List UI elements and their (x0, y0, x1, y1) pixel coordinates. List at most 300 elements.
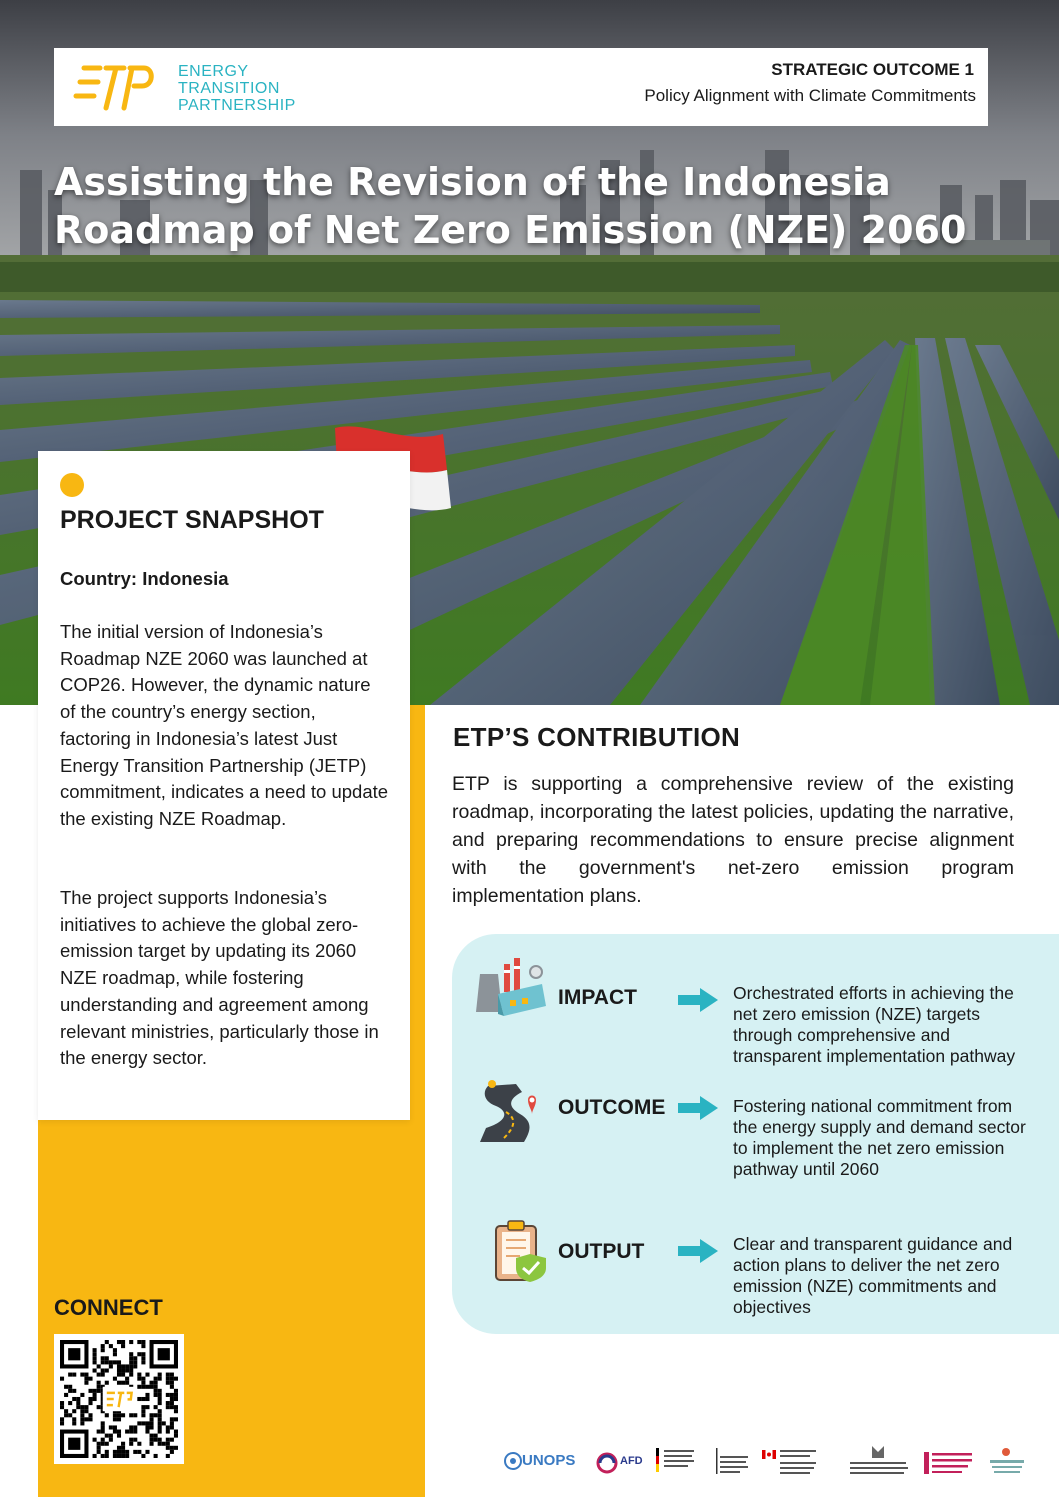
qr-module (158, 1401, 162, 1405)
qr-module (141, 1381, 145, 1385)
qr-module (101, 1425, 105, 1429)
qr-module (97, 1373, 101, 1377)
qr-module (158, 1430, 162, 1434)
qr-module (166, 1430, 170, 1434)
qr-module (154, 1377, 158, 1381)
qr-module (72, 1373, 76, 1377)
qr-module (174, 1389, 178, 1393)
qr-module (125, 1430, 129, 1434)
qr-module (174, 1377, 178, 1381)
qr-module (154, 1405, 158, 1409)
qr-module (166, 1373, 170, 1377)
qr-module (72, 1397, 76, 1401)
qr-module (125, 1381, 129, 1385)
result-row-impact (452, 954, 1059, 1074)
qr-module (129, 1442, 133, 1446)
clipboard-icon (492, 1218, 552, 1284)
qr-module (60, 1421, 64, 1425)
etp-logo-icon (70, 60, 160, 116)
qr-module (141, 1385, 145, 1389)
qr-module (88, 1417, 92, 1421)
results-panel (452, 934, 1059, 1334)
qr-module (150, 1438, 154, 1442)
qr-module (137, 1397, 141, 1401)
qr-module (162, 1442, 166, 1446)
qr-module (84, 1417, 88, 1421)
qr-module (101, 1356, 105, 1360)
qr-module (133, 1413, 137, 1417)
qr-module (113, 1413, 117, 1417)
qr-module (121, 1373, 125, 1377)
qr-module (93, 1397, 97, 1401)
qr-module (109, 1344, 113, 1348)
qr-module (68, 1373, 72, 1377)
qr-finder-pattern (68, 1348, 80, 1360)
qr-module (150, 1442, 154, 1446)
qr-module (166, 1454, 170, 1458)
qr-module (145, 1450, 149, 1454)
qr-module (117, 1360, 121, 1364)
qr-module (141, 1413, 145, 1417)
qr-module (101, 1438, 105, 1442)
qr-module (150, 1413, 154, 1417)
qr-module (121, 1442, 125, 1446)
result-label-output: OUTPUT (558, 1240, 645, 1263)
qr-module (121, 1450, 125, 1454)
germany-logo-icon (656, 1448, 694, 1472)
qr-module (113, 1360, 117, 1364)
qr-module (84, 1409, 88, 1413)
qr-module (174, 1446, 178, 1450)
australia-logo-icon (850, 1446, 908, 1474)
qr-module (117, 1381, 121, 1385)
qr-module (109, 1425, 113, 1429)
qr-module (84, 1405, 88, 1409)
qr-module (170, 1373, 174, 1377)
qr-module (97, 1405, 101, 1409)
other-partner-logos (654, 1444, 1044, 1480)
partner-afd: AFD (620, 1455, 643, 1467)
qr-module (101, 1430, 105, 1434)
qr-module (174, 1393, 178, 1397)
qr-module (129, 1360, 133, 1364)
qr-module (174, 1397, 178, 1401)
qr-module (170, 1381, 174, 1385)
qr-module (93, 1368, 97, 1372)
qr-module (113, 1454, 117, 1458)
qr-module (125, 1450, 129, 1454)
qr-module (141, 1409, 145, 1413)
qr-module (60, 1401, 64, 1405)
qr-module (97, 1430, 101, 1434)
qr-module (121, 1368, 125, 1372)
strategic-outcome-subtitle: Policy Alignment with Climate Commitments (644, 86, 976, 105)
qr-module (129, 1364, 133, 1368)
arrow-right-icon (678, 1096, 718, 1120)
qr-module (170, 1377, 174, 1381)
qr-module (141, 1405, 145, 1409)
connect-title: CONNECT (54, 1295, 163, 1320)
qr-module (117, 1454, 121, 1458)
qr-module (80, 1413, 84, 1417)
arrow-right-icon (678, 988, 718, 1012)
qr-module (158, 1389, 162, 1393)
qr-module (170, 1393, 174, 1397)
qr-module (97, 1446, 101, 1450)
qr-module (105, 1413, 109, 1417)
qr-module (141, 1454, 145, 1458)
qr-module (101, 1373, 105, 1377)
afd-emblem-icon (596, 1452, 618, 1474)
qr-module (158, 1397, 162, 1401)
qr-module (170, 1446, 174, 1450)
qr-module (141, 1397, 145, 1401)
qr-module (129, 1430, 133, 1434)
qr-module (105, 1450, 109, 1454)
qr-module (97, 1381, 101, 1385)
snapshot-country: Country: Indonesia (60, 568, 229, 589)
qr-module (64, 1413, 68, 1417)
qr-module (121, 1381, 125, 1385)
qr-module (117, 1417, 121, 1421)
qr-module (64, 1385, 68, 1389)
qr-module (154, 1385, 158, 1389)
qr-module (97, 1442, 101, 1446)
qr-module (158, 1442, 162, 1446)
qr-module (93, 1454, 97, 1458)
partner-unops: UNOPS (522, 1452, 576, 1469)
arrow-right-icon (678, 1239, 718, 1263)
qr-module (113, 1417, 117, 1421)
qr-module (154, 1381, 158, 1385)
qr-module (141, 1421, 145, 1425)
result-row-output (452, 1214, 1059, 1324)
bullet-dot-icon (60, 473, 84, 497)
qr-module (137, 1421, 141, 1425)
qr-module (97, 1385, 101, 1389)
qr-module (105, 1356, 109, 1360)
qr-module (158, 1421, 162, 1425)
qr-module (60, 1377, 64, 1381)
logo-wordmark (178, 63, 296, 114)
logo-line-2: TRANSITION (178, 80, 280, 97)
qr-code-icon (60, 1340, 178, 1458)
qr-module (105, 1454, 109, 1458)
qr-module (76, 1405, 80, 1409)
contribution-title: ETP’S CONTRIBUTION (453, 722, 741, 752)
qr-module (101, 1442, 105, 1446)
qr-module (166, 1425, 170, 1429)
qr-module (158, 1393, 162, 1397)
qr-module (141, 1344, 145, 1348)
uk-government-logo-icon (716, 1448, 748, 1474)
qr-module (129, 1352, 133, 1356)
qr-module (101, 1454, 105, 1458)
qr-module (158, 1377, 162, 1381)
qr-module (145, 1393, 149, 1397)
qr-module (166, 1446, 170, 1450)
qr-module (150, 1381, 154, 1385)
qr-module (121, 1344, 125, 1348)
qr-module (76, 1397, 80, 1401)
contribution-text: ETP is supporting a comprehensive review of the existing roadmap, incorporating the latest policies, updating the narrative, and preparing recommendations to ensure precise alignment with the government's net-zero emission program implementation plans. (452, 773, 1014, 907)
qr-module (113, 1450, 117, 1454)
qr-module (72, 1389, 76, 1393)
qr-module (105, 1368, 109, 1372)
qr-module (60, 1405, 64, 1409)
qr-module (88, 1377, 92, 1381)
qr-module (80, 1405, 84, 1409)
qr-module (145, 1405, 149, 1409)
qr-module (60, 1417, 64, 1421)
qr-module (137, 1373, 141, 1377)
qr-module (170, 1425, 174, 1429)
qr-module (145, 1397, 149, 1401)
qr-module (93, 1348, 97, 1352)
qr-module (154, 1438, 158, 1442)
qr-module (162, 1421, 166, 1425)
qr-module (121, 1446, 125, 1450)
qr-module (154, 1434, 158, 1438)
qr-module (105, 1434, 109, 1438)
qr-module (80, 1373, 84, 1377)
qr-module (129, 1413, 133, 1417)
qr-module (150, 1385, 154, 1389)
qr-module (170, 1405, 174, 1409)
snapshot-title: PROJECT SNAPSHOT (60, 506, 324, 534)
canada-logo-icon (762, 1450, 816, 1474)
qr-module (76, 1401, 80, 1405)
qr-module (129, 1368, 133, 1372)
qr-module (137, 1450, 141, 1454)
qr-module (68, 1413, 72, 1417)
qr-module (170, 1401, 174, 1405)
qr-module (105, 1442, 109, 1446)
qr-module (121, 1364, 125, 1368)
qr-module (150, 1421, 154, 1425)
qr-module (121, 1413, 125, 1417)
qr-module (129, 1425, 133, 1429)
qr-module (117, 1434, 121, 1438)
qr-module (158, 1417, 162, 1421)
qr-module (129, 1356, 133, 1360)
qr-module (141, 1352, 145, 1356)
result-text-output: Clear and transparent guidance and action plans to deliver the net zero emission (NZE) commitments and objectives (733, 1234, 1013, 1317)
qr-module (109, 1364, 113, 1368)
qr-module (174, 1434, 178, 1438)
qr-module (170, 1438, 174, 1442)
qr-module (133, 1425, 137, 1429)
qr-module (158, 1438, 162, 1442)
result-label-impact: IMPACT (558, 986, 637, 1009)
qr-module (125, 1368, 129, 1372)
qr-module (174, 1405, 178, 1409)
qr-module (97, 1450, 101, 1454)
qr-module (133, 1360, 137, 1364)
result-text-impact: Orchestrated efforts in achieving the net zero emission (NZE) targets through comprehensive and transparent implementation pathway (733, 983, 1016, 1066)
qr-module (170, 1421, 174, 1425)
qr-module (93, 1438, 97, 1442)
qr-module (133, 1356, 137, 1360)
qr-module (109, 1360, 113, 1364)
qr-module (154, 1454, 158, 1458)
qr-module (133, 1438, 137, 1442)
qr-module (101, 1360, 105, 1364)
qr-module (68, 1385, 72, 1389)
sequoia-logo-icon (990, 1448, 1024, 1473)
qr-finder-pattern (158, 1348, 170, 1360)
qr-module (150, 1425, 154, 1429)
qr-module (93, 1356, 97, 1360)
qr-module (174, 1409, 178, 1413)
qr-module (97, 1364, 101, 1368)
qr-module (117, 1413, 121, 1417)
qr-module (105, 1360, 109, 1364)
qr-module (141, 1377, 145, 1381)
result-text-outcome: Fostering national commitment from the energy supply and demand sector to implement the net zero emission pathway until 2060 (733, 1096, 1026, 1179)
qr-module (97, 1389, 101, 1393)
qr-module (150, 1417, 154, 1421)
qr-module (145, 1425, 149, 1429)
qr-module (166, 1442, 170, 1446)
qr-module (105, 1340, 109, 1344)
qr-code[interactable] (54, 1334, 184, 1464)
qr-module (145, 1373, 149, 1377)
qr-module (88, 1401, 92, 1405)
qr-module (137, 1442, 141, 1446)
qr-module (166, 1381, 170, 1385)
project-snapshot-card (38, 451, 410, 1120)
qr-module (145, 1385, 149, 1389)
qr-module (137, 1385, 141, 1389)
qr-module (133, 1364, 137, 1368)
qr-module (174, 1417, 178, 1421)
qr-module (101, 1368, 105, 1372)
qr-module (72, 1409, 76, 1413)
qr-module (93, 1389, 97, 1393)
qr-module (68, 1401, 72, 1405)
qr-module (80, 1421, 84, 1425)
qr-module (117, 1340, 121, 1344)
qr-module (141, 1356, 145, 1360)
qr-module (117, 1430, 121, 1434)
qr-module (133, 1430, 137, 1434)
qr-module (121, 1340, 125, 1344)
road-icon (476, 1078, 548, 1142)
qr-module (88, 1389, 92, 1393)
logo-line-3: PARTNERSHIP (178, 97, 296, 114)
qr-module (72, 1421, 76, 1425)
qr-module (137, 1352, 141, 1356)
qr-module (158, 1373, 162, 1377)
factory-icon (476, 954, 546, 1018)
qr-module (129, 1438, 133, 1442)
qr-module (166, 1401, 170, 1405)
qr-module (101, 1421, 105, 1425)
result-row-outcome (452, 1074, 1059, 1204)
qr-module (154, 1389, 158, 1393)
qr-finder-pattern (68, 1438, 80, 1450)
un-emblem-icon (504, 1452, 522, 1470)
qr-module (121, 1454, 125, 1458)
qr-module (170, 1417, 174, 1421)
qr-module (64, 1393, 68, 1397)
qr-module (113, 1377, 117, 1381)
qr-module (68, 1389, 72, 1393)
snapshot-paragraph-2: The project supports Indonesia’s initiatives to achieve the global zero-emission target by updating its 2060 NZE roadmap, while fostering understanding and agreement among relevant ministries, particularly those in the energy sector. (60, 887, 379, 1069)
qr-module (80, 1417, 84, 1421)
qr-module (158, 1425, 162, 1429)
qr-module (101, 1344, 105, 1348)
qr-module (174, 1430, 178, 1434)
qr-module (150, 1434, 154, 1438)
logo-line-1: ENERGY (178, 63, 249, 80)
header-banner (54, 48, 988, 126)
qr-module (166, 1377, 170, 1381)
qr-module (117, 1450, 121, 1454)
qr-module (88, 1397, 92, 1401)
qr-module (141, 1340, 145, 1344)
qr-module (158, 1409, 162, 1413)
qr-module (93, 1360, 97, 1364)
qr-module (137, 1377, 141, 1381)
qr-module (113, 1430, 117, 1434)
qr-module (113, 1352, 117, 1356)
qr-module (125, 1377, 129, 1381)
qr-module (125, 1364, 129, 1368)
qr-module (133, 1450, 137, 1454)
qr-module (109, 1438, 113, 1442)
qr-module (117, 1373, 121, 1377)
qr-module (166, 1438, 170, 1442)
qr-module (84, 1377, 88, 1381)
result-label-outcome: OUTCOME (558, 1096, 666, 1119)
qr-module (113, 1348, 117, 1352)
ciff-logo-icon (924, 1452, 972, 1474)
qr-module (72, 1417, 76, 1421)
qr-module (64, 1409, 68, 1413)
qr-module (145, 1430, 149, 1434)
qr-module (84, 1373, 88, 1377)
qr-module (158, 1413, 162, 1417)
qr-module (170, 1450, 174, 1454)
qr-module (93, 1352, 97, 1356)
qr-module (145, 1421, 149, 1425)
qr-module (93, 1393, 97, 1397)
qr-module (170, 1397, 174, 1401)
qr-module (170, 1385, 174, 1389)
qr-module (88, 1413, 92, 1417)
qr-module (105, 1381, 109, 1385)
qr-module (166, 1405, 170, 1409)
qr-module (154, 1393, 158, 1397)
qr-module (80, 1409, 84, 1413)
qr-module (129, 1373, 133, 1377)
qr-module (109, 1434, 113, 1438)
page-title: Assisting the Revision of the Indonesia Roadmap of Net Zero Emission (NZE) 2060 (54, 160, 967, 252)
snapshot-paragraph-1: The initial version of Indonesia’s Roadmap NZE 2060 was launched at COP26. However, the dynamic nature of the country’s energy section, factoring in Indonesia’s latest Just Energy Transition Partnership (JETP) commitment, indicates a need to update the existing NZE Roadmap. (60, 621, 389, 829)
qr-module (129, 1340, 133, 1344)
qr-module (101, 1348, 105, 1352)
qr-module (80, 1393, 84, 1397)
strategic-outcome-title: STRATEGIC OUTCOME 1 (771, 60, 974, 79)
qr-module (117, 1446, 121, 1450)
qr-module (141, 1360, 145, 1364)
qr-module (125, 1454, 129, 1458)
qr-module (154, 1413, 158, 1417)
qr-module (137, 1340, 141, 1344)
partner-logos (504, 1440, 1044, 1484)
